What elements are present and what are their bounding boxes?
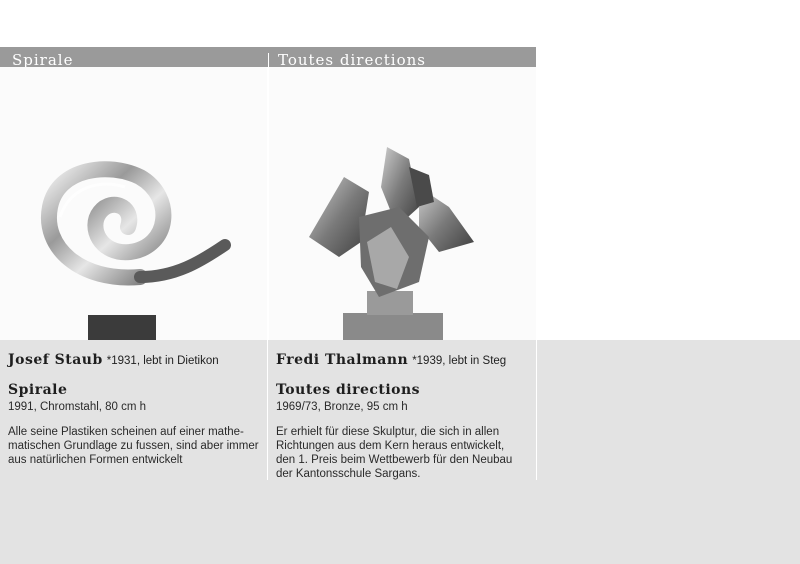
work-meta: 1969/73, Bronze, 95 cm h bbox=[276, 401, 408, 413]
photo-spirale bbox=[0, 67, 267, 340]
work-description bbox=[8, 425, 258, 467]
column-divider bbox=[267, 340, 268, 480]
photo-toutes-directions bbox=[269, 67, 536, 340]
bronze-sculpture-image bbox=[269, 67, 536, 340]
description-line: aus natürlichen Formen entwickelt bbox=[8, 454, 183, 466]
description-line: Alle seine Plastiken scheinen auf einer mathe- bbox=[8, 426, 244, 438]
work-title: Toutes directions bbox=[276, 382, 421, 398]
description-line: Richtungen aus dem Kern heraus entwickelt, bbox=[276, 440, 505, 452]
work-entry-staub bbox=[8, 352, 258, 467]
column-divider bbox=[536, 340, 537, 480]
spiral-sculpture-image bbox=[0, 67, 267, 340]
work-entry-thalmann bbox=[276, 352, 526, 481]
artist-name: Fredi Thalmann bbox=[276, 352, 409, 368]
artist-heading bbox=[276, 352, 526, 368]
artist-info: *1931, lebt in Dietikon bbox=[106, 355, 219, 367]
description-line: matischen Grundlage zu fussen, sind aber immer bbox=[8, 440, 259, 452]
title-band bbox=[0, 47, 536, 67]
work-description bbox=[276, 425, 526, 481]
artist-info: *1939, lebt in Steg bbox=[412, 355, 507, 367]
band-title-toutes-directions: Toutes directions bbox=[278, 51, 426, 67]
work-title: Spirale bbox=[8, 382, 68, 398]
artist-name: Josef Staub bbox=[8, 352, 103, 368]
description-line: den 1. Preis beim Wettbewerb für den Neubau bbox=[276, 454, 513, 466]
band-title-spirale: Spirale bbox=[12, 51, 74, 67]
work-meta: 1991, Chromstahl, 80 cm h bbox=[8, 401, 147, 413]
artist-heading bbox=[8, 352, 258, 368]
description-line: der Kantonsschule Sargans. bbox=[276, 468, 421, 480]
description-line: Er erhielt für diese Skulptur, die sich in allen bbox=[276, 426, 500, 438]
